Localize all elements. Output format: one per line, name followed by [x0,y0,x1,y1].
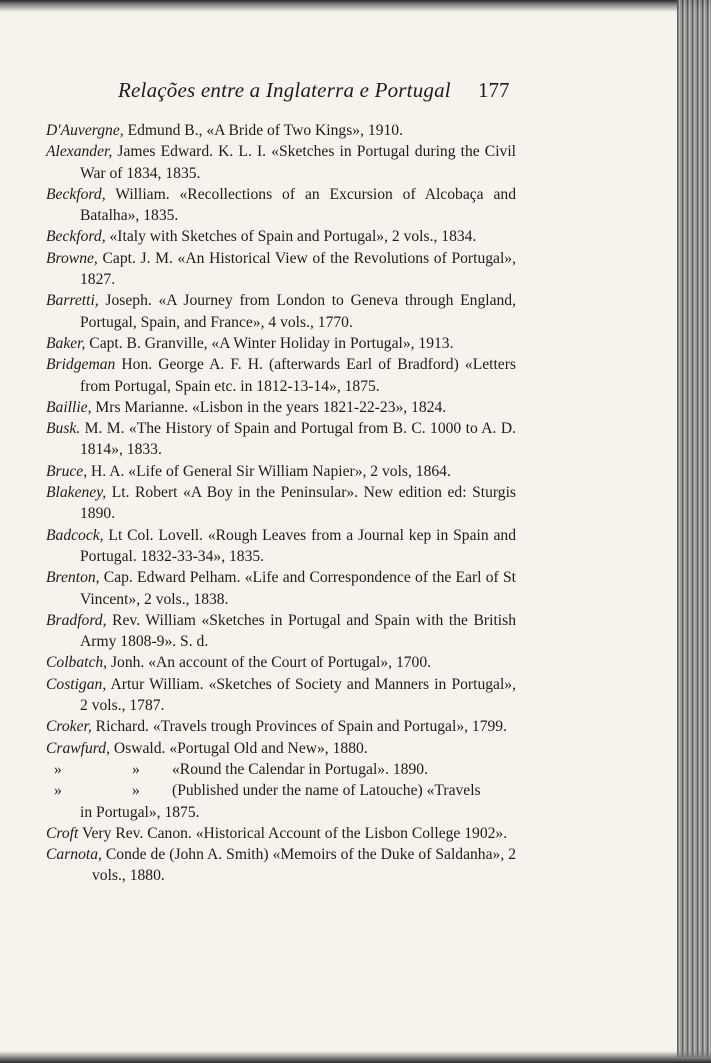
entry-text: Oswald. «Portugal Old and New», 1880. [109,739,368,757]
bibliography-entry [46,738,516,759]
page-number: 177 [478,78,510,102]
entry-author: Beckford, [46,228,106,246]
entry-text: Conde de (John A. Smith) «Memoirs of the Duke of Saldanha», 2 vols., 1880. [92,846,516,885]
entry-text: Cap. Edward Pelham. «Life and Correspondence of the Earl of St Vincent», 2 vols., 1838. [80,569,516,608]
bibliography-entry [46,652,516,673]
bibliography-entry [46,461,516,482]
entry-author: Beckford, [46,185,106,203]
bibliography-entry [46,418,516,461]
entry-text: Artur William. «Sketches of Society and Manners in Portugal», 2 vols., 1787. [80,675,516,715]
entry-text: Richard. «Travels trough Provinces of Spain and Portugal», 1799. [91,718,507,736]
entry-author: Bradford, [46,611,107,629]
scan-top-shadow [0,0,711,12]
entry-text: Lt Col. Lovell. «Rough Leaves from a Journal kep in Spain and Portugal. 1832-33-34», 1835. [80,526,516,565]
entry-text: William. «Recollections of an Excursion of Alcobaça and Batalha», 1835. [80,185,516,225]
entry-author: Croft [46,824,79,842]
bibliography-entry [46,120,516,141]
entry-text: «Italy with Sketches of Spain and Portugal», 2 vols., 1834. [105,228,477,246]
entry-text: Capt. B. Granville, «A Winter Holiday in Portugal», 1913. [85,334,454,352]
running-head: Relações entre a Inglaterra e Portugal [118,78,451,102]
entry-author: Croker, [46,718,92,736]
entry-text: «Round the Calendar in Portugal». 1890. [172,760,428,778]
entry-author: Barretti, [46,292,99,310]
bibliography-entry [46,226,516,247]
entry-author: Bridgeman [46,356,116,374]
bibliography-entry [46,290,516,333]
ditto-entry [46,759,516,780]
bibliography-entry [46,844,516,887]
bibliography-list [46,120,516,887]
entry-author: Baillie, [46,398,92,416]
scan-bottom-shadow [0,1051,711,1063]
entry-author: Colbatch, [46,654,108,672]
bibliography-entry [46,674,516,717]
entry-author: Browne, [46,249,98,267]
entry-author: Crawfurd, [46,739,110,757]
entry-text: Joseph. «A Journey from London to Geneva through England, Portugal, Spain, and France», 4 vols., 1770. [80,292,516,331]
bibliography-entry [46,716,516,737]
entry-text: Hon. George A. F. H. (afterwards Earl of Bradford) «Letters from Portugal, Spain etc. in 1812-13-14», 1875. [80,356,516,395]
ditto-mark: » [132,760,140,778]
bibliography-entry [46,333,516,354]
entry-author: Alexander, [46,143,113,161]
entry-text: Lt. Robert «A Boy in the Peninsular». New edition ed: Sturgis 1890. [80,484,516,523]
bibliography-entry [46,567,516,610]
bibliography-entry [46,525,516,568]
ditto-mark: » [132,782,140,800]
entry-text: Rev. William «Sketches in Portugal and Spain with the British Army 1808-9». S. d. [80,611,516,651]
bibliography-entry [46,248,516,291]
entry-author: Badcock, [46,526,104,544]
entry-author: Bruce, [46,462,88,480]
entry-author: Costigan, [46,675,107,693]
entry-author: Busk. [46,420,81,438]
entry-text: M. M. «The History of Spain and Portugal from B. C. 1000 to A. D. 1814», 1833. [80,420,516,459]
entry-text: Jonh. «An account of the Court of Portugal», 1700. [107,654,432,672]
page-edge [677,0,711,1063]
bibliography-entry [46,141,516,184]
entry-text: Capt. J. M. «An Historical View of the Revolutions of Portugal», 1827. [80,249,516,289]
entry-text: Edmund B., «A Bride of Two Kings», 1910. [123,122,403,139]
entry-author: Brenton, [46,569,100,587]
bibliography-entry [46,354,516,397]
entry-author: D'Auvergne, [46,122,124,139]
ditto-mark: » [54,782,62,800]
bibliography-entry [46,482,516,525]
entry-author: Carnota, [46,846,102,864]
entry-text: James Edward. K. L. I. «Sketches in Portugal during the Civil War of 1834, 1835. [80,143,516,182]
entry-text: Mrs Marianne. «Lisbon in the years 1821-22-23», 1824. [91,398,447,416]
entry-text: (Published under the name of Latouche) «Travels [172,782,481,800]
entry-text: Very Rev. Canon. «Historical Account of the Lisbon College 1902». [78,824,508,842]
entry-text: H. A. «Life of General Sir William Napier», 2 vols, 1864. [87,462,451,480]
bibliography-entry [46,610,516,653]
bibliography-entry [46,184,516,227]
ditto-entry [46,780,516,801]
ditto-mark: » [54,760,62,778]
bibliography-entry [46,397,516,418]
entry-continuation: in Portugal», 1875. [80,803,200,821]
entry-author: Blakeney, [46,484,107,502]
entry-author: Baker, [46,334,86,352]
bibliography-entry [46,823,516,844]
